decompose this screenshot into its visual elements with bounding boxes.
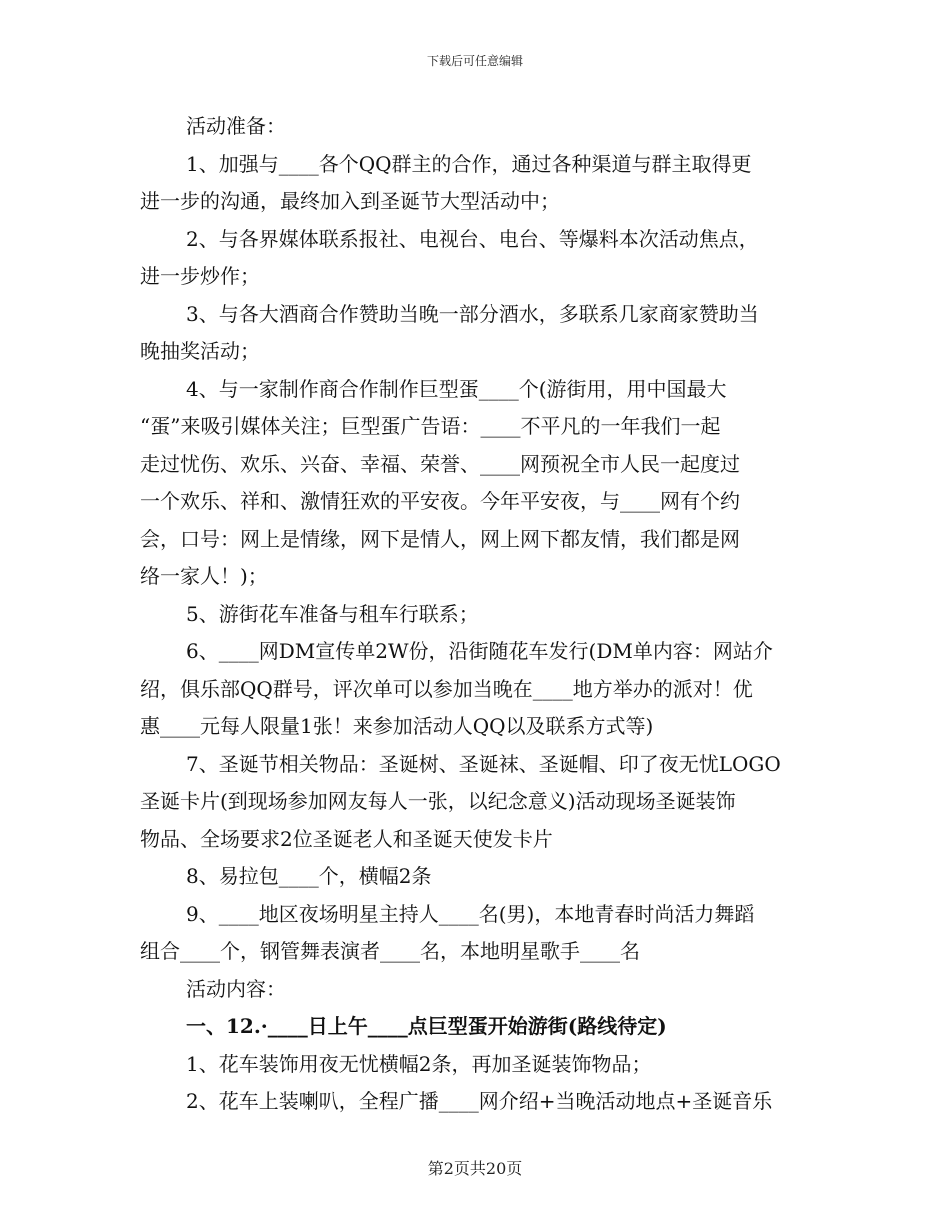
text-line: 走过忧伤、欢乐、兴奋、幸福、荣誉、____网预祝全市人民一起度过 xyxy=(140,451,740,476)
text-line: 绍，俱乐部QQ群号，评次单可以参加当晚在____地方举办的派对！优 xyxy=(140,676,753,701)
text-line: 1、加强与____各个QQ群主的合作，通过各种渠道与群主取得更 xyxy=(186,151,752,176)
text-line: 物品、全场要求2位圣诞老人和圣诞天使发卡片 xyxy=(140,826,553,851)
text-line: 进一步炒作； xyxy=(140,264,260,288)
page-number: 第2页共20页 xyxy=(427,1159,523,1178)
text-line: 一个欢乐、祥和、激情狂欢的平安夜。今年平安夜，与____网有个约 xyxy=(140,489,740,513)
text-line: 活动内容： xyxy=(186,976,286,1001)
text-line: 晚抽奖活动； xyxy=(140,339,260,363)
text-line: 3、与各大酒商合作赞助当晚一部分酒水，多联系几家商家赞助当 xyxy=(186,301,759,326)
text-line: 2、花车上装喇叭，全程广播____网介绍+当晚活动地点+圣诞音乐 xyxy=(186,1089,773,1113)
text-line: 4、与一家制作商合作制作巨型蛋____个(游街用，用中国最大 xyxy=(186,376,727,401)
text-line: 会，口号：网上是情缘，网下是情人，网上网下都友情，我们都是网 xyxy=(140,526,740,551)
text-line: 7、圣诞节相关物品：圣诞树、圣诞袜、圣诞帽、印了夜无忧LOGO xyxy=(186,751,781,776)
text-line: 圣诞卡片(到现场参加网友每人一张，以纪念意义)活动现场圣诞装饰 xyxy=(140,789,736,813)
text-line: 络一家人！)； xyxy=(140,564,268,588)
text-line: 进一步的沟通，最终加入到圣诞节大型活动中； xyxy=(140,189,560,213)
text-line: 6、____网DM宣传单2W份，沿街随花车发行(DM单内容：网站介 xyxy=(186,639,773,663)
text-line: 8、易拉包____个，横幅2条 xyxy=(186,864,432,888)
document-body xyxy=(140,108,820,1121)
text-line: “蛋”来吸引媒体关注；巨型蛋广告语：____不平凡的一年我们一起 xyxy=(140,414,721,438)
text-line: 5、游街花车准备与租车行联系； xyxy=(186,601,479,626)
text-line: 组合____个，钢管舞表演者____名，本地明星歌手____名 xyxy=(140,939,640,963)
text-line: 2、与各界媒体联系报社、电视台、电台、等爆料本次活动焦点， xyxy=(186,226,759,251)
page-header: 下载后可任意编辑 xyxy=(426,54,523,68)
text-line: 9、____地区夜场明星主持人____名(男)，本地青春时尚活力舞蹈 xyxy=(186,901,755,926)
text-line: 活动准备： xyxy=(186,114,286,138)
text-line: 1、花车装饰用夜无忧横幅2条，再加圣诞装饰物品； xyxy=(186,1051,652,1076)
text-line: 一、12.·____日上午____点巨型蛋开始游街(路线待定) xyxy=(186,1014,667,1038)
text-line: 惠____元每人限量1张！来参加活动人QQ以及联系方式等) xyxy=(140,714,654,738)
